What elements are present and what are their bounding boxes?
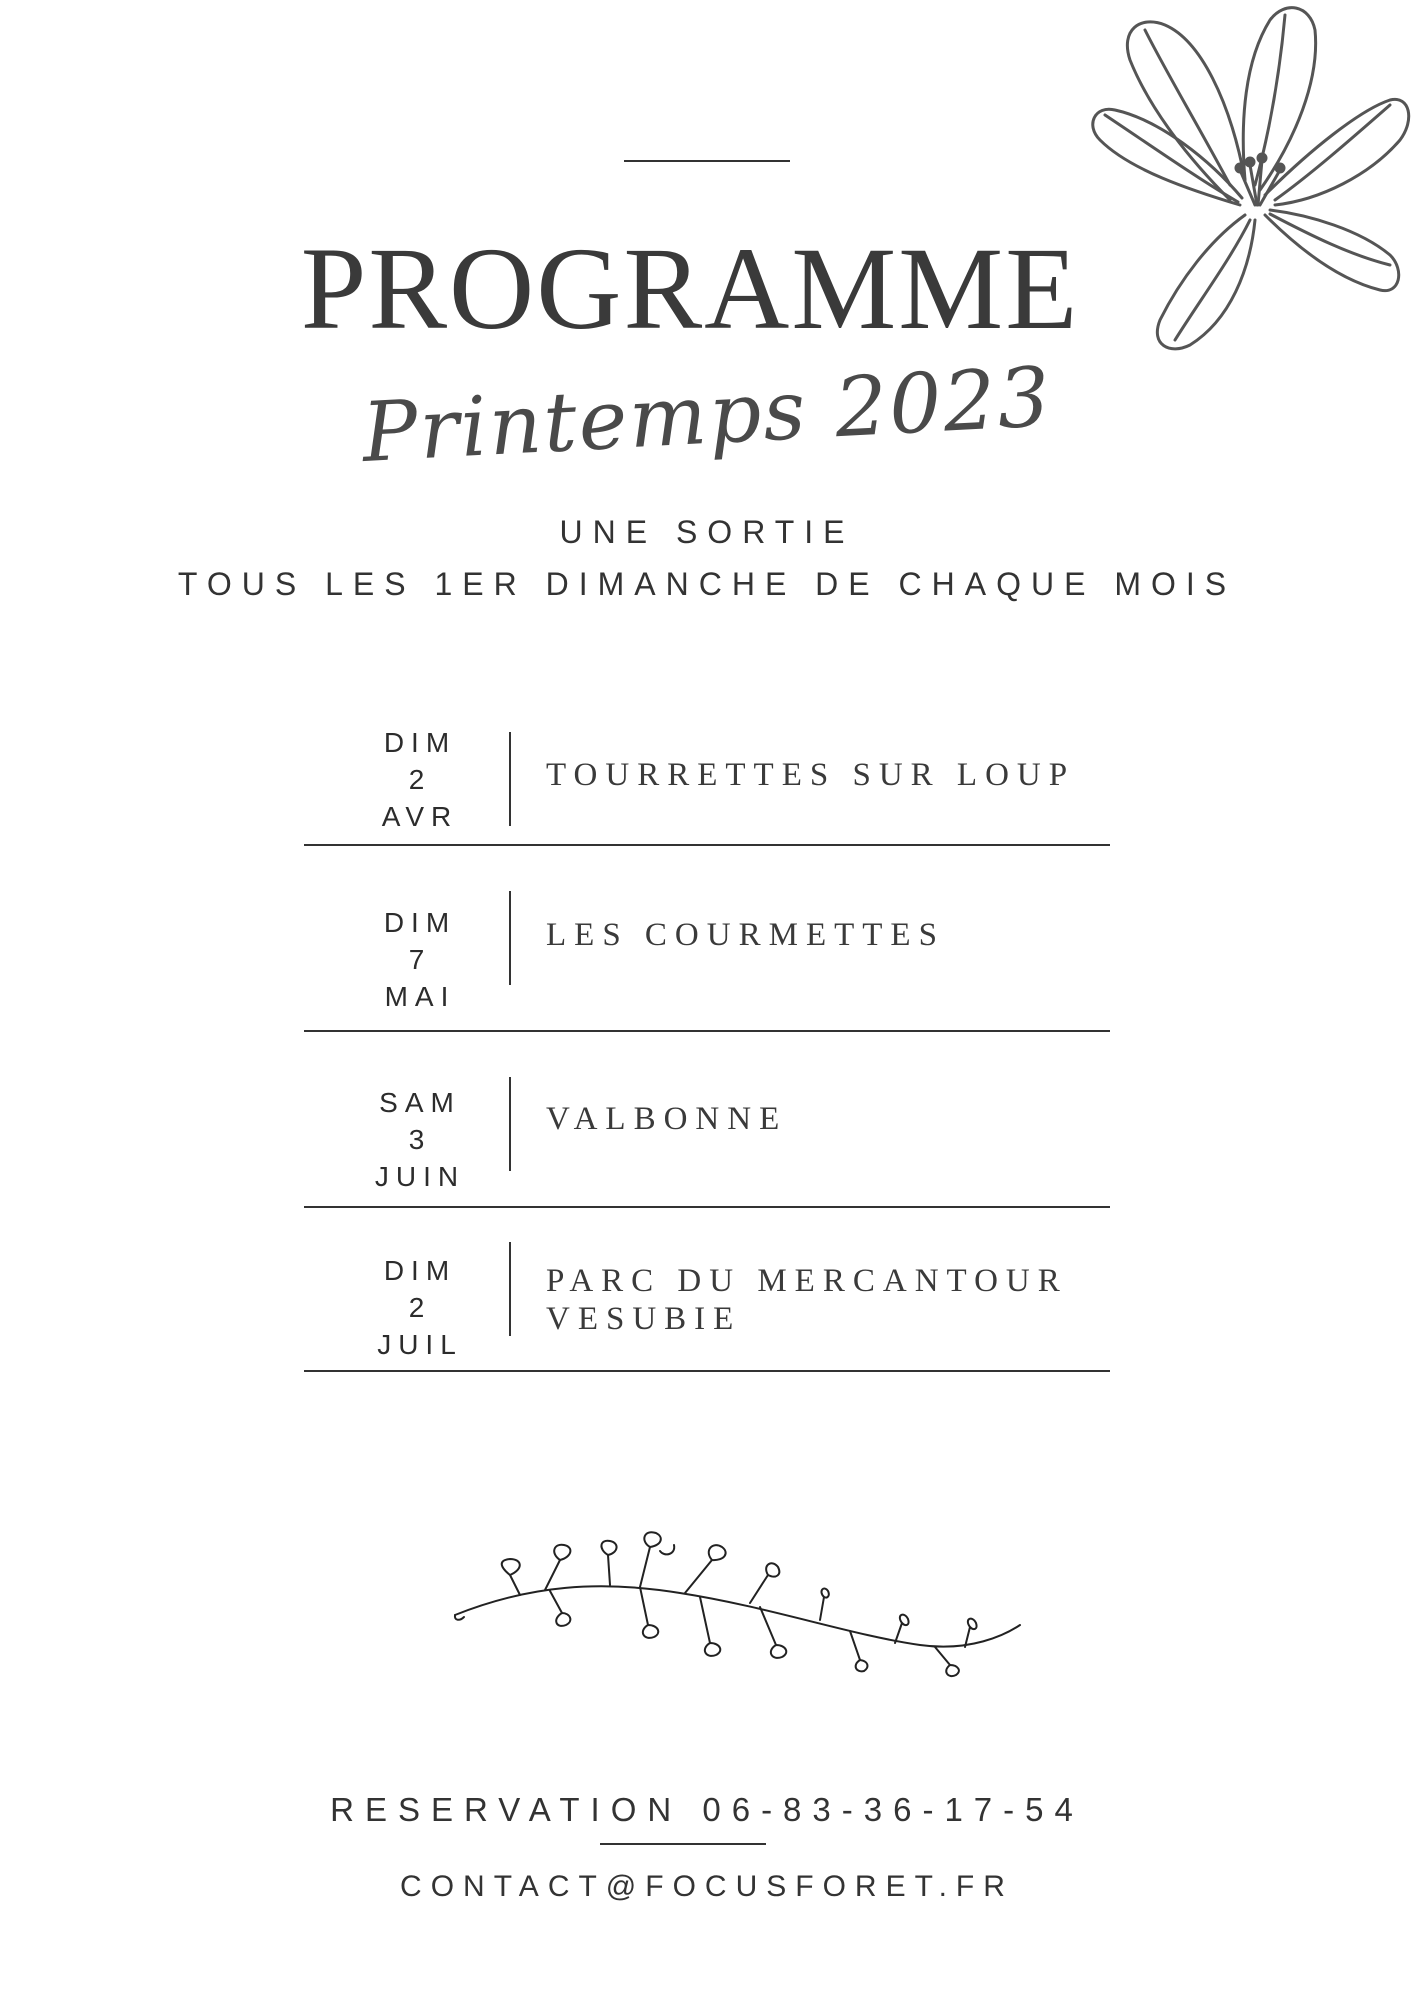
event-day-number: 3 <box>408 1124 432 1155</box>
event-place-line-1: LES COURMETTES <box>546 917 945 953</box>
event-day: DIM <box>383 1255 457 1286</box>
event-day: DIM <box>383 907 457 938</box>
top-divider <box>624 160 790 162</box>
row-divider <box>509 1077 511 1171</box>
event-date <box>304 724 536 835</box>
schedule-list <box>304 714 1110 1372</box>
event-place <box>546 1100 787 1138</box>
event-place-line-1: PARC DU MERCANTOUR <box>546 1263 1068 1299</box>
page-title: PROGRAMME <box>300 223 1080 354</box>
event-place <box>546 756 1075 794</box>
row-divider <box>509 732 511 826</box>
event-place-line-1: VALBONNE <box>546 1101 788 1137</box>
schedule-row-3 <box>304 1032 1110 1208</box>
footer-divider <box>600 1843 766 1845</box>
schedule-row-2 <box>304 846 1110 1032</box>
event-date <box>304 1084 536 1195</box>
event-month: JUIL <box>377 1329 463 1360</box>
event-date <box>304 1252 536 1363</box>
event-day-number: 7 <box>408 944 432 975</box>
event-month: JUIN <box>374 1161 466 1192</box>
event-place <box>546 916 945 954</box>
schedule-row-1 <box>304 714 1110 846</box>
event-day: DIM <box>383 727 457 758</box>
page-subtitle: Printemps 2023 <box>359 350 1054 481</box>
schedule-row-4 <box>304 1208 1110 1372</box>
event-day-number: 2 <box>408 764 432 795</box>
row-divider <box>509 891 511 985</box>
tagline-line-2: TOUS LES 1ER DIMANCHE DE CHAQUE MOIS <box>177 566 1237 602</box>
event-day: SAM <box>379 1087 461 1118</box>
event-place-line-1: TOURRETTES SUR LOUP <box>546 757 1076 793</box>
event-date <box>304 904 536 1015</box>
event-place-line-2: VESUBIE <box>546 1301 742 1337</box>
row-divider <box>509 1242 511 1336</box>
reservation-phone: RESERVATION 06-83-36-17-54 <box>330 1791 1084 1828</box>
branch-icon <box>450 1515 1025 1690</box>
event-month: MAI <box>384 981 456 1012</box>
event-month: AVR <box>381 801 459 832</box>
contact-email: CONTACT@FOCUSFORET.FR <box>400 1870 1014 1903</box>
event-place <box>546 1262 1068 1338</box>
event-day-number: 2 <box>408 1292 432 1323</box>
tagline-line-1: UNE SORTIE <box>559 514 855 550</box>
